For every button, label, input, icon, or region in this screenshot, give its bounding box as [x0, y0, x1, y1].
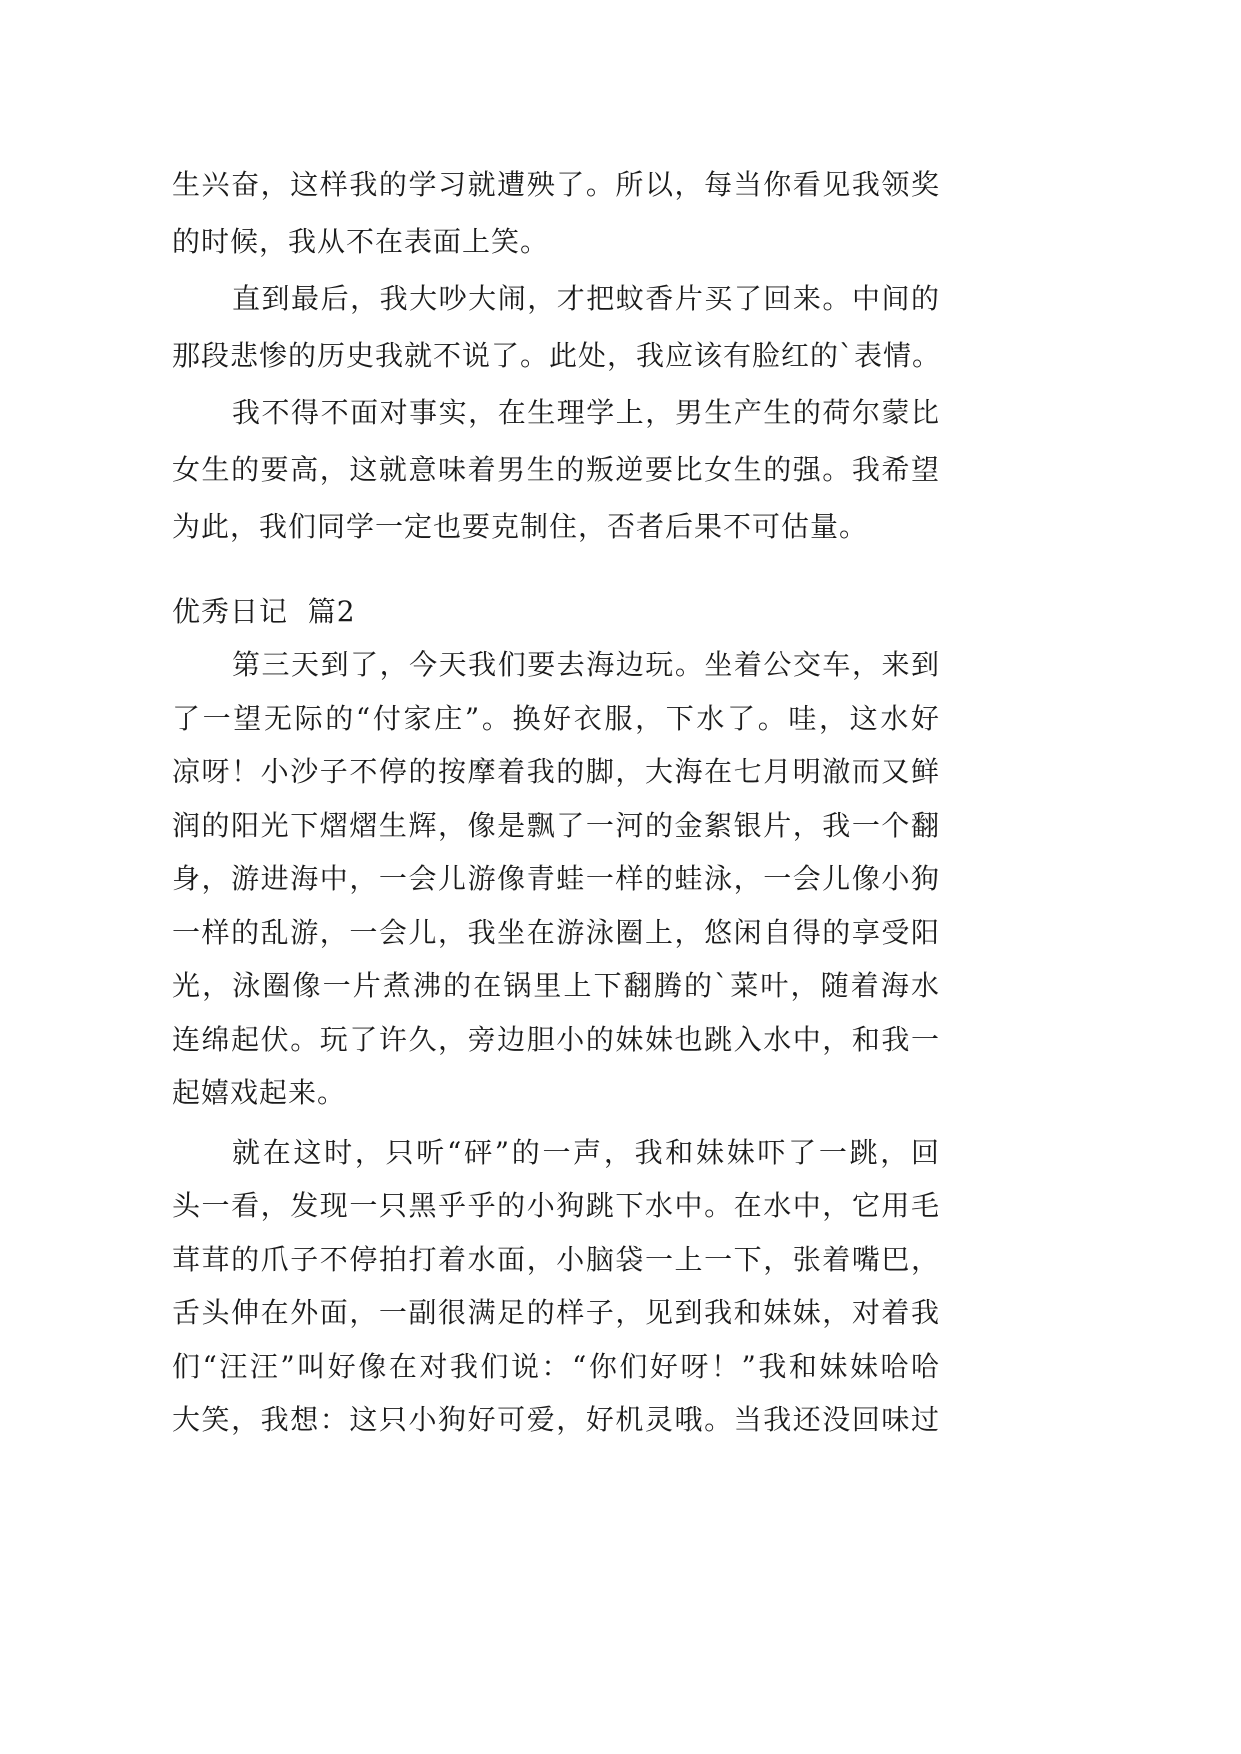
text-line: 光，泳圈像一片煮沸的在锅里上下翻腾的`菜叶，随着海水 [172, 969, 940, 1002]
text-line: 一样的乱游，一会儿，我坐在游泳圈上，悠闲自得的享受阳 [172, 915, 940, 949]
paragraph [172, 270, 940, 384]
paragraph [172, 638, 940, 1120]
text-line: 了一望无际的“付家庄”。换好衣服，下水了。哇，这水好 [172, 701, 940, 735]
text-line: 女生的要高，这就意味着男生的叛逆要比女生的强。我希望 [172, 453, 940, 486]
text-line: 为此，我们同学一定也要克制住，否者后果不可估量。 [172, 510, 869, 543]
paragraph [172, 384, 940, 555]
text-line: 凉呀！小沙子不停的按摩着我的脚，大海在七月明澈而又鲜 [172, 755, 940, 788]
text-line: 连绵起伏。玩了许久，旁边胆小的妹妹也跳入水中，和我一 [172, 1022, 940, 1056]
text-line: 润的阳光下熠熠生辉，像是飘了一河的金絮银片，我一个翻 [172, 808, 940, 842]
text-line: 直到最后，我大吵大闹，才把蚊香片买了回来。中间的 [232, 282, 940, 315]
text-line: 第三天到了，今天我们要去海边玩。坐着公交车，来到 [232, 648, 940, 681]
section-heading: 优秀日记 篇2 [172, 595, 356, 628]
text-line: 舌头伸在外面，一副很满足的样子，见到我和妹妹，对着我 [172, 1296, 940, 1329]
text-line: 那段悲惨的历史我就不说了。此处，我应该有脸红的`表情。 [172, 339, 942, 372]
text-line: 我不得不面对事实，在生理学上，男生产生的荷尔蒙比 [232, 396, 940, 429]
text-line: 的时候，我从不在表面上笑。 [172, 225, 550, 258]
text-line: 大笑，我想：这只小狗好可爱，好机灵哦。当我还没回味过 [172, 1403, 940, 1436]
text-line: 就在这时，只听“砰”的一声，我和妹妹吓了一跳，回 [232, 1135, 940, 1169]
text-line: 起嬉戏起来。 [172, 1076, 347, 1109]
paragraph [172, 156, 940, 270]
paragraph [172, 1126, 940, 1447]
text-line: 身，游进海中，一会儿游像青蛙一样的蛙泳，一会儿像小狗 [172, 862, 940, 895]
text-line: 生兴奋，这样我的学习就遭殃了。所以，每当你看见我领奖 [172, 168, 940, 201]
text-line: 茸茸的爪子不停拍打着水面，小脑袋一上一下，张着嘴巴， [172, 1242, 940, 1276]
text-line: 头一看，发现一只黑乎乎的小狗跳下水中。在水中，它用毛 [172, 1189, 940, 1222]
text-line: 们“汪汪”叫好像在对我们说：“你们好呀！”我和妹妹哈哈 [172, 1349, 940, 1383]
diary-body-part-1 [172, 156, 940, 555]
diary-body-part-2 [172, 638, 940, 1447]
